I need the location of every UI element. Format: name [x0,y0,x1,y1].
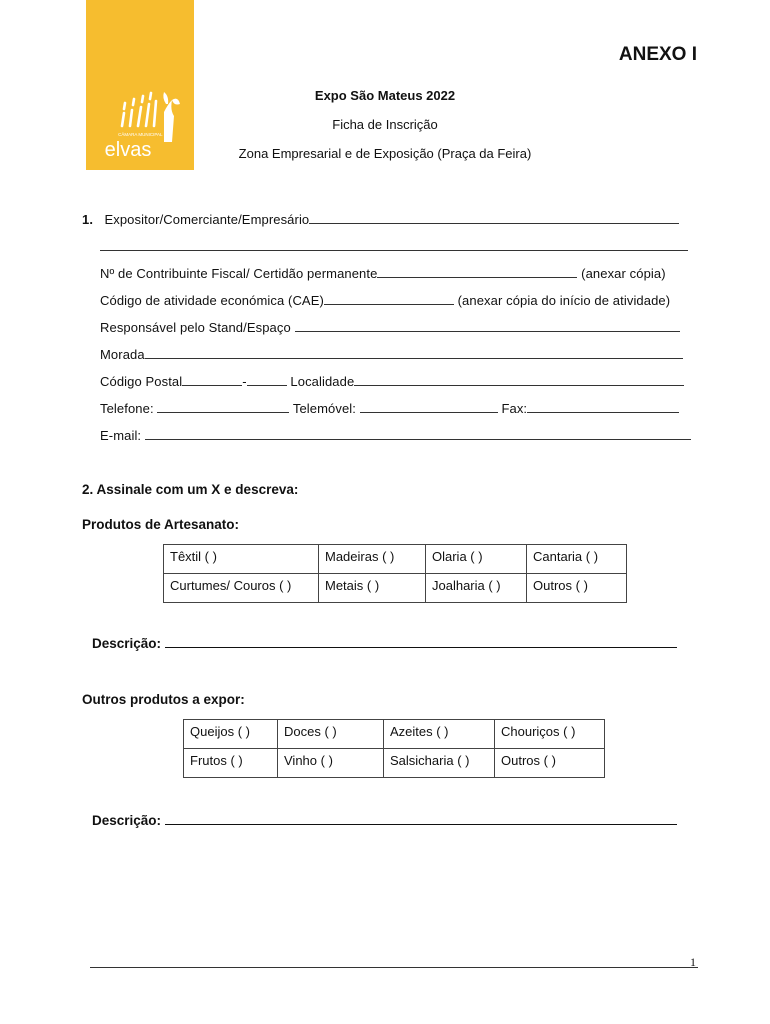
tax-note: (anexar cópia) [581,266,666,281]
exhibitor-field-cont[interactable] [100,238,688,251]
others-azeites[interactable]: Azeites ( ) [384,720,495,749]
logo-name: elvas [104,139,152,161]
cae-field[interactable] [324,292,454,305]
others-description-label: Descrição: [92,813,162,828]
locality-field[interactable] [354,373,684,386]
page-number: 1 [690,955,696,969]
others-outros[interactable]: Outros ( ) [495,749,605,778]
crafts-table [163,544,627,603]
tax-label: Nº de Contribuinte Fiscal/ Certidão permanente [100,266,378,281]
crafts-description-label: Descrição: [92,636,162,651]
footer-rule [90,967,698,968]
cae-label: Código de atividade económica (CAE) [100,293,324,308]
elvas-logo-mark [86,0,194,170]
email-field[interactable] [145,427,691,440]
section1-row-responsible [100,319,680,335]
annex-title: ANEXO I [618,44,697,65]
table-row [184,720,605,749]
crafts-description-field[interactable] [165,634,677,648]
fax-label: Fax: [501,401,528,416]
others-table [183,719,605,778]
zone-title: Zona Empresarial e de Exposição (Praça da Feira) [238,146,532,161]
section1-row-postal [100,373,684,389]
crafts-title: Produtos de Artesanato: [82,517,240,532]
others-description-field[interactable] [165,811,677,825]
address-label: Morada [100,347,145,362]
postal-field-1[interactable] [182,373,242,386]
address-field[interactable] [145,346,683,359]
table-row [184,749,605,778]
tax-field[interactable] [377,265,577,278]
form-title: Ficha de Inscrição [332,117,438,132]
crafts-joalharia[interactable]: Joalharia ( ) [426,574,527,603]
crafts-madeiras[interactable]: Madeiras ( ) [319,545,426,574]
section1-row-exhibitor-cont [100,238,688,254]
section1-row-cae [100,292,670,308]
fax-field[interactable] [527,400,679,413]
event-title: Expo São Mateus 2022 [314,88,456,103]
mobile-field[interactable] [360,400,498,413]
crafts-description-row [92,634,677,651]
responsible-field[interactable] [295,319,680,332]
table-row [164,545,627,574]
postal-dash: - [242,374,247,389]
others-vinho[interactable]: Vinho ( ) [278,749,384,778]
others-doces[interactable]: Doces ( ) [278,720,384,749]
email-label: E-mail: [100,428,142,443]
others-salsicharia[interactable]: Salsicharia ( ) [384,749,495,778]
others-frutos[interactable]: Frutos ( ) [184,749,278,778]
crafts-outros[interactable]: Outros ( ) [527,574,627,603]
exhibitor-field[interactable] [309,211,679,224]
section1-row-exhibitor [82,211,679,227]
crafts-textil[interactable]: Têxtil ( ) [164,545,319,574]
crafts-curtumes[interactable]: Curtumes/ Couros ( ) [164,574,319,603]
section2-title: 2. Assinale com um X e descreva: [82,482,299,497]
cae-note: (anexar cópia do início de atividade) [457,293,671,308]
table-row [164,574,627,603]
others-description-row [92,811,677,828]
mobile-label: Telemóvel: [292,401,357,416]
crafts-olaria[interactable]: Olaria ( ) [426,545,527,574]
section1-row-email [100,427,691,443]
postal-field-2[interactable] [247,373,287,386]
crafts-metais[interactable]: Metais ( ) [319,574,426,603]
section1-number: 1. [82,212,94,227]
crafts-cantaria[interactable]: Cantaria ( ) [527,545,627,574]
phone-field[interactable] [157,400,289,413]
section1-row-tax [100,265,666,281]
exhibitor-label: Expositor/Comerciante/Empresário [104,212,310,227]
logo-small-text: CÂMARA MUNICIPAL DE [118,132,170,137]
postal-label: Código Postal [100,374,183,389]
others-title: Outros produtos a expor: [82,692,245,707]
section1-row-phone [100,400,679,416]
section1-row-address [100,346,683,362]
locality-label: Localidade [290,374,355,389]
elvas-logo [86,0,194,170]
others-queijos[interactable]: Queijos ( ) [184,720,278,749]
others-chouricos[interactable]: Chouriços ( ) [495,720,605,749]
phone-label: Telefone: [100,401,154,416]
responsible-label: Responsável pelo Stand/Espaço [100,320,291,335]
